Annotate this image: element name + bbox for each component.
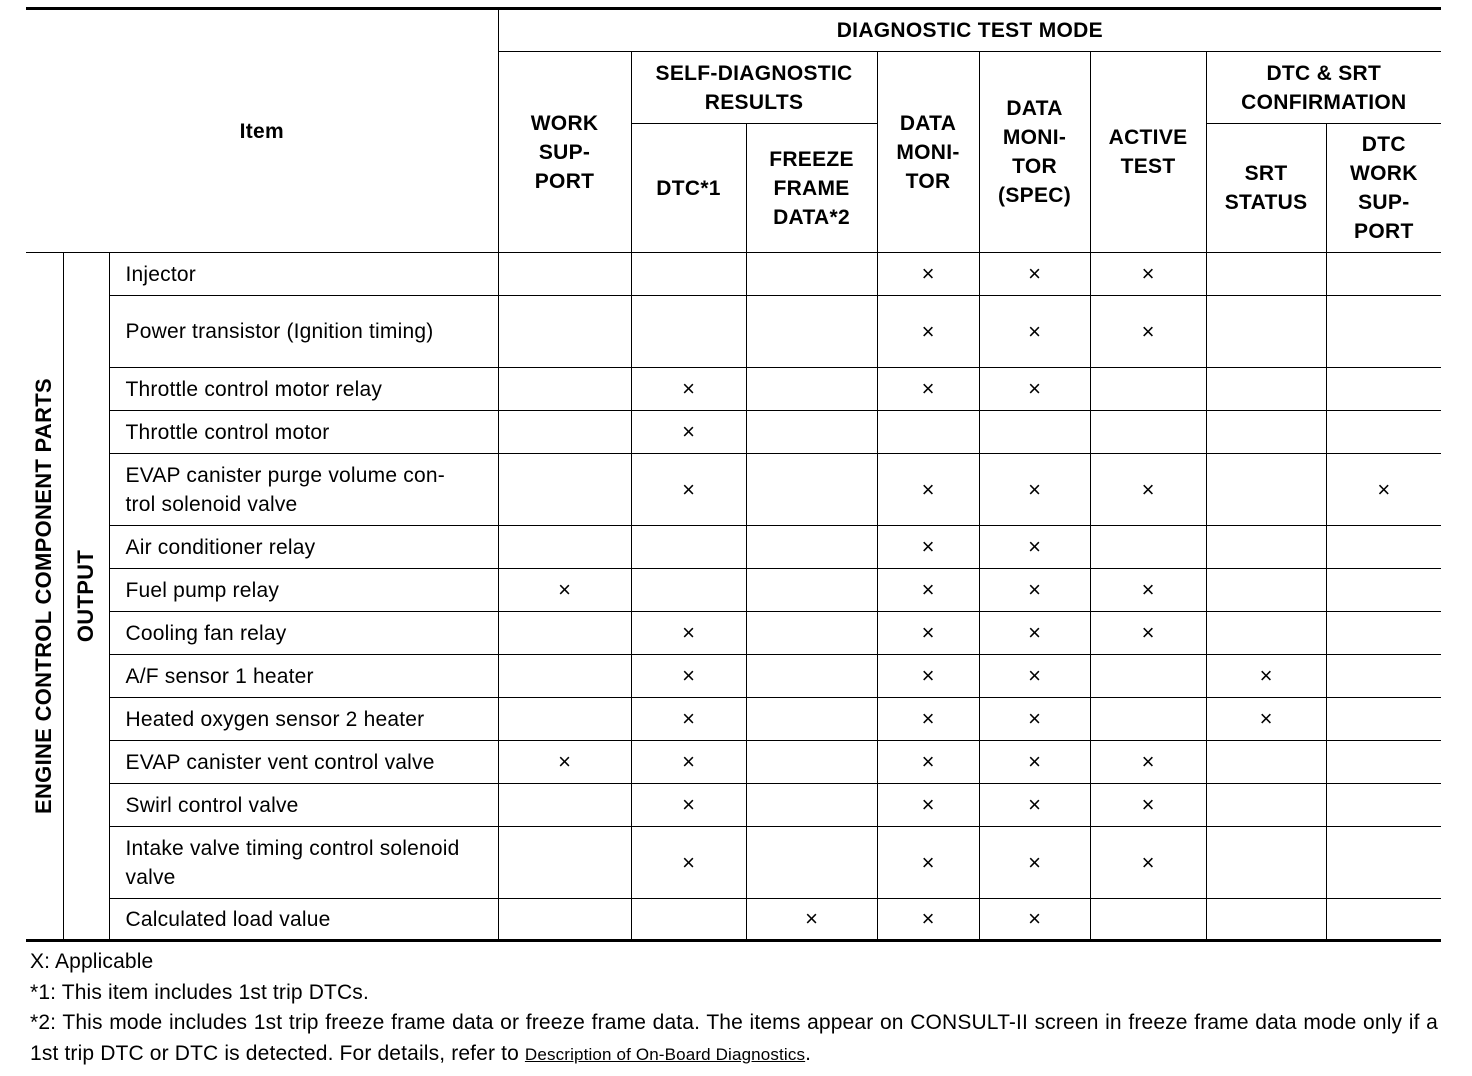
active-test-cell bbox=[1090, 899, 1206, 941]
srt-status-header: SRT STATUS bbox=[1206, 124, 1326, 253]
dtc-work-support-cell bbox=[1326, 899, 1441, 941]
dtc-cell: × bbox=[631, 411, 746, 454]
freeze-frame-data-cell bbox=[746, 612, 877, 655]
dtc-work-support-cell bbox=[1326, 741, 1441, 784]
work-support-cell bbox=[498, 655, 631, 698]
table-row bbox=[26, 454, 1441, 526]
item-header: Item bbox=[26, 9, 498, 253]
freeze-frame-data-cell bbox=[746, 253, 877, 296]
data-monitor-cell: × bbox=[877, 454, 979, 526]
item-name bbox=[109, 899, 498, 941]
dtc-cell bbox=[631, 569, 746, 612]
active-test-cell: × bbox=[1090, 741, 1206, 784]
freeze-frame-data-cell bbox=[746, 655, 877, 698]
dtc-work-support-cell bbox=[1326, 698, 1441, 741]
dtc-cell: × bbox=[631, 741, 746, 784]
item-name bbox=[109, 827, 498, 899]
data-monitor-spec-header: DATA MONI- TOR (SPEC) bbox=[979, 52, 1090, 253]
dtc-work-support-cell bbox=[1326, 253, 1441, 296]
dtc-work-support-cell: × bbox=[1326, 454, 1441, 526]
work-support-cell bbox=[498, 411, 631, 454]
table-row bbox=[26, 899, 1441, 941]
footnote-2: *2: This mode includes 1st trip freeze frame data or freeze frame data. The items appear on CONSULT-II screen in freeze frame data mode only if a 1st trip DTC or DTC is detected. For details, refer to Description of On-Board Diagnostics. bbox=[30, 1011, 1438, 1065]
freeze-frame-data-cell bbox=[746, 784, 877, 827]
dtc-work-support-header: DTC WORK SUP- PORT bbox=[1326, 124, 1441, 253]
srt-status-cell bbox=[1206, 827, 1326, 899]
work-support-cell bbox=[498, 454, 631, 526]
data-monitor-spec-cell: × bbox=[979, 526, 1090, 569]
dtc-cell: × bbox=[631, 368, 746, 411]
data-monitor-spec-cell bbox=[979, 411, 1090, 454]
item-name-line: Cooling fan relay bbox=[125, 621, 287, 645]
data-monitor-spec-cell: × bbox=[979, 741, 1090, 784]
data-monitor-spec-cell: × bbox=[979, 698, 1090, 741]
data-monitor-cell: × bbox=[877, 899, 979, 941]
data-monitor-spec-cell: × bbox=[979, 784, 1090, 827]
table-row bbox=[26, 784, 1441, 827]
work-support-cell bbox=[498, 784, 631, 827]
data-monitor-spec-cell: × bbox=[979, 253, 1090, 296]
active-test-cell bbox=[1090, 411, 1206, 454]
dtc-cell: × bbox=[631, 827, 746, 899]
work-support-cell bbox=[498, 698, 631, 741]
dtc-cell bbox=[631, 296, 746, 368]
dtc-work-support-cell bbox=[1326, 569, 1441, 612]
dtc-work-support-cell bbox=[1326, 784, 1441, 827]
diagnostic-test-mode-header: DIAGNOSTIC TEST MODE bbox=[498, 9, 1441, 52]
srt-status-cell bbox=[1206, 454, 1326, 526]
active-test-cell: × bbox=[1090, 253, 1206, 296]
item-name bbox=[109, 698, 498, 741]
dtc-work-support-cell bbox=[1326, 655, 1441, 698]
srt-status-cell bbox=[1206, 296, 1326, 368]
freeze-frame-data-cell bbox=[746, 698, 877, 741]
data-monitor-spec-cell: × bbox=[979, 899, 1090, 941]
active-test-cell: × bbox=[1090, 612, 1206, 655]
dtc-work-support-cell bbox=[1326, 296, 1441, 368]
srt-status-cell bbox=[1206, 612, 1326, 655]
freeze-frame-data-cell bbox=[746, 741, 877, 784]
work-support-cell: × bbox=[498, 741, 631, 784]
table-row bbox=[26, 296, 1441, 368]
subgroup-label-cell bbox=[63, 253, 109, 941]
dtc-cell: × bbox=[631, 612, 746, 655]
data-monitor-cell: × bbox=[877, 612, 979, 655]
data-monitor-cell: × bbox=[877, 827, 979, 899]
table-row bbox=[26, 827, 1441, 899]
onboard-diagnostics-link[interactable]: Description of On-Board Diagnostics bbox=[524, 1044, 806, 1064]
active-test-cell: × bbox=[1090, 827, 1206, 899]
freeze-frame-data-cell: × bbox=[746, 899, 877, 941]
work-support-cell bbox=[498, 827, 631, 899]
freeze-frame-data-cell bbox=[746, 454, 877, 526]
item-name-line: A/F sensor 1 heater bbox=[125, 664, 314, 688]
table-row bbox=[26, 368, 1441, 411]
item-name bbox=[109, 253, 498, 296]
srt-status-cell bbox=[1206, 253, 1326, 296]
data-monitor-cell: × bbox=[877, 253, 979, 296]
srt-status-cell bbox=[1206, 569, 1326, 612]
work-support-cell: × bbox=[498, 569, 631, 612]
work-support-cell bbox=[498, 526, 631, 569]
data-monitor-cell: × bbox=[877, 368, 979, 411]
item-name-line: Calculated load value bbox=[125, 907, 331, 931]
table-row bbox=[26, 655, 1441, 698]
dtc-cell: × bbox=[631, 454, 746, 526]
work-support-cell bbox=[498, 899, 631, 941]
data-monitor-cell: × bbox=[877, 526, 979, 569]
item-name-line: Swirl control valve bbox=[125, 793, 299, 817]
data-monitor-cell: × bbox=[877, 698, 979, 741]
active-test-cell bbox=[1090, 368, 1206, 411]
item-name-line: Throttle control motor relay bbox=[125, 377, 383, 401]
active-test-cell: × bbox=[1090, 784, 1206, 827]
data-monitor-spec-cell: × bbox=[979, 655, 1090, 698]
work-support-cell bbox=[498, 612, 631, 655]
item-name bbox=[109, 612, 498, 655]
dtc-work-support-cell bbox=[1326, 368, 1441, 411]
item-name-line: Injector bbox=[125, 262, 196, 286]
item-name-line: Intake valve timing control solenoid bbox=[125, 836, 460, 860]
work-support-cell bbox=[498, 296, 631, 368]
table-row bbox=[26, 411, 1441, 454]
footnotes bbox=[30, 947, 1438, 1070]
item-name-line: Air conditioner relay bbox=[125, 535, 316, 559]
dtc-cell: × bbox=[631, 655, 746, 698]
item-name-line: Fuel pump relay bbox=[125, 578, 280, 602]
dtc-header: DTC*1 bbox=[631, 124, 746, 253]
active-test-cell bbox=[1090, 698, 1206, 741]
table-row bbox=[26, 698, 1441, 741]
legend-applicable: X: Applicable bbox=[30, 950, 154, 973]
table-row bbox=[26, 253, 1441, 296]
active-test-cell: × bbox=[1090, 569, 1206, 612]
item-name bbox=[109, 569, 498, 612]
freeze-frame-data-cell bbox=[746, 411, 877, 454]
group-label: ENGINE CONTROL COMPONENT PARTS bbox=[31, 378, 57, 814]
item-name-line: Heated oxygen sensor 2 heater bbox=[125, 707, 425, 731]
active-test-cell bbox=[1090, 655, 1206, 698]
data-monitor-header: DATA MONI- TOR bbox=[877, 52, 979, 253]
srt-status-cell bbox=[1206, 741, 1326, 784]
table-row bbox=[26, 741, 1441, 784]
data-monitor-cell: × bbox=[877, 655, 979, 698]
diagnostic-mode-table bbox=[26, 7, 1441, 942]
dtc-work-support-cell bbox=[1326, 526, 1441, 569]
item-name bbox=[109, 784, 498, 827]
freeze-frame-data-cell bbox=[746, 368, 877, 411]
data-monitor-spec-cell: × bbox=[979, 296, 1090, 368]
active-test-header: ACTIVE TEST bbox=[1090, 52, 1206, 253]
data-monitor-cell: × bbox=[877, 569, 979, 612]
freeze-frame-data-cell bbox=[746, 827, 877, 899]
item-name-line: trol solenoid valve bbox=[125, 492, 298, 516]
work-support-cell bbox=[498, 253, 631, 296]
srt-status-cell: × bbox=[1206, 698, 1326, 741]
dtc-cell bbox=[631, 526, 746, 569]
active-test-cell: × bbox=[1090, 296, 1206, 368]
srt-status-cell bbox=[1206, 526, 1326, 569]
table-row bbox=[26, 569, 1441, 612]
self-diagnostic-results-header: SELF-DIAGNOSTIC RESULTS bbox=[631, 52, 877, 124]
item-name bbox=[109, 741, 498, 784]
freeze-frame-data-cell bbox=[746, 569, 877, 612]
subgroup-label: OUTPUT bbox=[73, 549, 98, 643]
item-name-line: valve bbox=[125, 865, 176, 889]
dtc-cell bbox=[631, 253, 746, 296]
srt-status-cell bbox=[1206, 411, 1326, 454]
item-name bbox=[109, 526, 498, 569]
freeze-frame-data-header: FREEZE FRAME DATA*2 bbox=[746, 124, 877, 253]
item-name-line: Throttle control motor bbox=[125, 420, 330, 444]
dtc-work-support-cell bbox=[1326, 411, 1441, 454]
item-name bbox=[109, 296, 498, 368]
active-test-cell: × bbox=[1090, 454, 1206, 526]
active-test-cell bbox=[1090, 526, 1206, 569]
data-monitor-spec-cell: × bbox=[979, 612, 1090, 655]
data-monitor-cell: × bbox=[877, 784, 979, 827]
data-monitor-spec-cell: × bbox=[979, 827, 1090, 899]
item-name bbox=[109, 368, 498, 411]
work-support-cell bbox=[498, 368, 631, 411]
data-monitor-cell: × bbox=[877, 741, 979, 784]
data-monitor-spec-cell: × bbox=[979, 569, 1090, 612]
work-support-header: WORK SUP- PORT bbox=[498, 52, 631, 253]
srt-status-cell bbox=[1206, 368, 1326, 411]
dtc-cell: × bbox=[631, 784, 746, 827]
srt-status-cell bbox=[1206, 784, 1326, 827]
data-monitor-spec-cell: × bbox=[979, 454, 1090, 526]
dtc-srt-confirmation-header: DTC & SRT CONFIRMATION bbox=[1206, 52, 1441, 124]
freeze-frame-data-cell bbox=[746, 296, 877, 368]
dtc-cell: × bbox=[631, 698, 746, 741]
footnote-1: *1: This item includes 1st trip DTCs. bbox=[30, 980, 369, 1004]
item-name bbox=[109, 655, 498, 698]
dtc-work-support-cell bbox=[1326, 612, 1441, 655]
item-name bbox=[109, 454, 498, 526]
dtc-cell bbox=[631, 899, 746, 941]
data-monitor-spec-cell: × bbox=[979, 368, 1090, 411]
table-row bbox=[26, 526, 1441, 569]
data-monitor-cell: × bbox=[877, 296, 979, 368]
dtc-work-support-cell bbox=[1326, 827, 1441, 899]
srt-status-cell bbox=[1206, 899, 1326, 941]
item-name-line: EVAP canister purge volume con- bbox=[125, 463, 445, 487]
item-name-line: Power transistor (Ignition timing) bbox=[125, 320, 434, 343]
freeze-frame-data-cell bbox=[746, 526, 877, 569]
data-monitor-cell bbox=[877, 411, 979, 454]
item-name-line: EVAP canister vent control valve bbox=[125, 750, 435, 774]
table-row bbox=[26, 612, 1441, 655]
group-label-cell bbox=[26, 253, 63, 941]
srt-status-cell: × bbox=[1206, 655, 1326, 698]
item-name bbox=[109, 411, 498, 454]
